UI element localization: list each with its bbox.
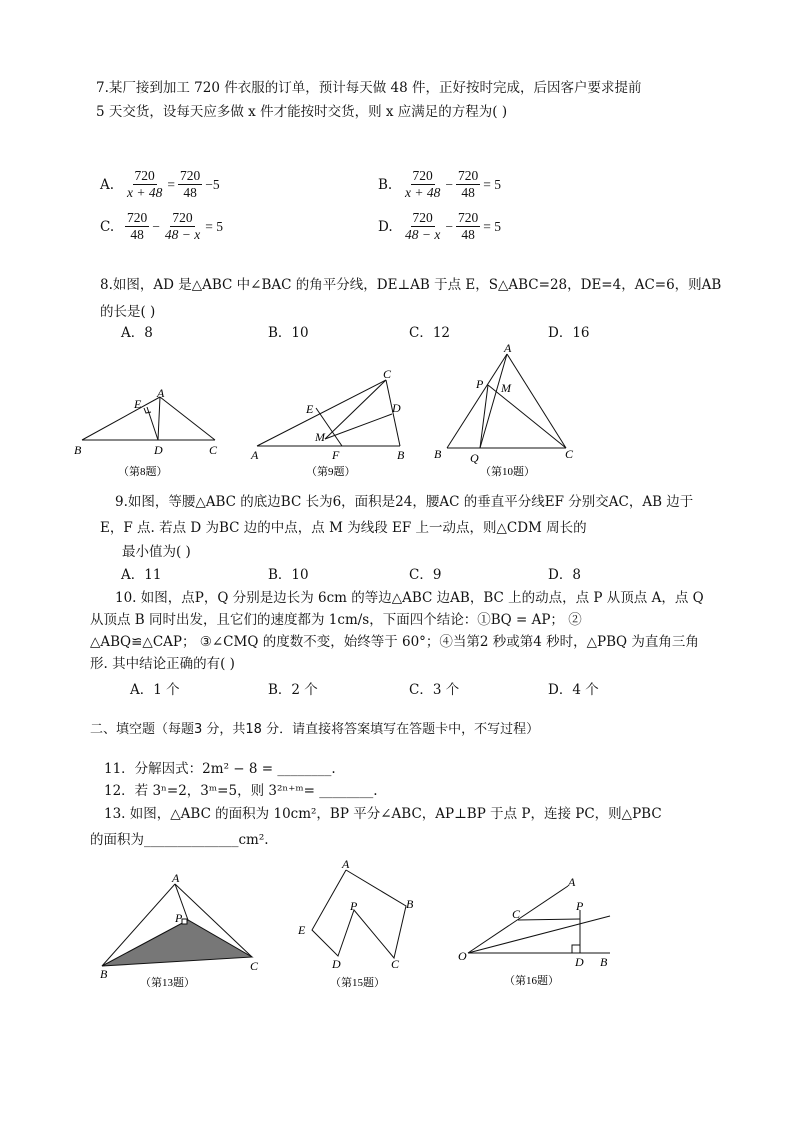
equation-tail: −5 bbox=[205, 176, 220, 192]
equation-tail: = 5 bbox=[483, 176, 501, 192]
fraction-denominator: 48 bbox=[130, 227, 144, 242]
fig8-label-c: C bbox=[209, 443, 218, 457]
q10-choice-b[interactable]: B．2 个 bbox=[268, 682, 318, 698]
q9-line3: 最小值为( ) bbox=[122, 544, 191, 560]
figure-8 bbox=[82, 397, 215, 440]
q7-option-d[interactable] bbox=[378, 210, 501, 243]
fig13-label-p: P bbox=[175, 911, 183, 925]
q9-choice-c[interactable]: C．9 bbox=[409, 567, 442, 583]
equation-tail: = 5 bbox=[483, 218, 501, 234]
q12-text: 12．若 3ⁿ=2，3ᵐ=5，则 3²ⁿ⁺ᵐ= ________. bbox=[104, 783, 378, 799]
fig15-label-d: D bbox=[332, 957, 341, 971]
fraction-numerator: 720 bbox=[172, 210, 193, 225]
fraction-numerator: 720 bbox=[412, 168, 433, 183]
fig10-label-c: C bbox=[565, 447, 574, 461]
fraction-denominator: 48 bbox=[183, 185, 197, 200]
fig15-label-c: C bbox=[391, 957, 400, 971]
q8-line1: 8.如图，AD 是△ABC 中∠BAC 的角平分线，DE⊥AB 于点 E，S△ABC=28，DE=4，AC=6，则AB bbox=[100, 277, 722, 293]
figure-13 bbox=[102, 884, 252, 966]
q8-choice-b[interactable]: B．10 bbox=[268, 325, 309, 341]
fig8-label-d: D bbox=[154, 443, 163, 457]
fraction-denominator: 48 − x bbox=[405, 227, 441, 242]
fig15-caption: （第15题） bbox=[330, 977, 385, 989]
fig9-label-f: F bbox=[332, 448, 340, 462]
fig9-label-a: A bbox=[251, 448, 259, 462]
q10-line3: △ABQ≌△CAP； ③∠CMQ 的度数不变，始终等于 60°；④当第2 秒或第4 秒时，△PBQ 为直角三角 bbox=[90, 634, 699, 650]
fig13-label-c: C bbox=[250, 959, 259, 973]
fig8-caption: （第8题） bbox=[118, 466, 168, 478]
fig16-caption: （第16题） bbox=[504, 975, 559, 987]
q7-option-a[interactable] bbox=[100, 168, 220, 201]
q9-choice-b[interactable]: B．10 bbox=[268, 567, 309, 583]
fig8-label-e: E bbox=[134, 397, 142, 411]
operator: = bbox=[167, 176, 175, 192]
figure-10 bbox=[447, 354, 566, 448]
q9-choice-d[interactable]: D．8 bbox=[548, 567, 581, 583]
operator: − bbox=[445, 176, 453, 192]
fig15-label-e: E bbox=[298, 923, 306, 937]
figures-row-bottom bbox=[90, 856, 630, 996]
q8-choice-d[interactable]: D．16 bbox=[548, 325, 590, 341]
fig13-label-b: B bbox=[100, 967, 108, 981]
fraction-numerator: 720 bbox=[457, 168, 479, 183]
fraction-denominator: 48 bbox=[461, 227, 475, 242]
q8-line2: 的长是( ) bbox=[100, 304, 156, 320]
q9-line1: 9.如图，等腰△ABC 的底边BC 长为6，面积是24，腰AC 的垂直平分线EF 分别交AC，AB 边于 bbox=[115, 494, 694, 510]
fraction-numerator: 720 bbox=[412, 210, 433, 225]
fraction-denominator: x + 48 bbox=[127, 185, 163, 200]
fig13-caption: （第13题） bbox=[140, 977, 195, 989]
fig9-label-e: E bbox=[306, 402, 314, 416]
fig9-caption: （第9题） bbox=[306, 466, 356, 478]
operator: − bbox=[445, 218, 453, 234]
fraction-numerator: 720 bbox=[457, 210, 479, 225]
figure-16 bbox=[468, 886, 610, 953]
fig9-label-d: D bbox=[392, 401, 401, 415]
option-label: C. bbox=[100, 218, 115, 235]
fraction-numerator: 720 bbox=[179, 168, 201, 183]
fig16-label-d: D bbox=[575, 955, 584, 969]
q9-choice-a[interactable]: A．11 bbox=[121, 567, 162, 583]
q10-line2: 从顶点 B 同时出发，且它们的速度都为 1cm/s，下面四个结论：①BQ = AP； ② bbox=[90, 612, 582, 628]
q9-line2: E，F 点. 若点 D 为BC 边的中点，点 M 为线段 EF 上一动点，则△CDM 周长的 bbox=[100, 520, 587, 536]
fig8-label-a: A bbox=[157, 386, 165, 400]
figures-row-top bbox=[70, 342, 710, 482]
fig15-label-p: P bbox=[350, 899, 358, 913]
fraction-denominator: x + 48 bbox=[405, 185, 441, 200]
operator: − bbox=[152, 218, 160, 234]
q8-choice-a[interactable]: A．8 bbox=[121, 325, 153, 341]
fraction-numerator: 720 bbox=[134, 168, 155, 183]
fraction-denominator: 48 bbox=[461, 185, 475, 200]
q7-line1: 7.某厂接到加工 720 件衣服的订单，预计每天做 48 件，正好按时完成，后因客户要求提前 bbox=[96, 80, 642, 96]
fig16-label-a: A bbox=[568, 875, 576, 889]
fig15-label-a: A bbox=[342, 857, 350, 871]
option-label: B. bbox=[378, 176, 393, 193]
figure-9 bbox=[257, 380, 400, 446]
q7-option-b[interactable] bbox=[378, 168, 501, 201]
q13-line2: 的面积为______________cm². bbox=[90, 832, 269, 848]
equation-tail: = 5 bbox=[205, 218, 223, 234]
fig10-label-b: B bbox=[434, 447, 442, 461]
fig16-label-c: C bbox=[512, 907, 521, 921]
q11-text: 11．分解因式：2m² − 8 = ________. bbox=[104, 761, 336, 777]
fig10-label-q: Q bbox=[470, 451, 479, 465]
fig8-label-b: B bbox=[74, 443, 82, 457]
fig13-label-a: A bbox=[172, 871, 180, 885]
fig16-label-o: O bbox=[458, 949, 467, 963]
fig16-label-p: P bbox=[576, 899, 584, 913]
fraction-denominator: 48 − x bbox=[164, 227, 201, 242]
q13-line1: 13. 如图，△ABC 的面积为 10cm²，BP 平分∠ABC，AP⊥BP 于点 P，连接 PC，则△PBC bbox=[104, 806, 662, 822]
fig16-label-b: B bbox=[600, 955, 608, 969]
q7-option-c[interactable] bbox=[100, 210, 223, 243]
q10-choice-a[interactable]: A．1 个 bbox=[130, 682, 180, 698]
q10-line1: 10. 如图，点P，Q 分别是边长为 6cm 的等边△ABC 边AB，BC 上的动点，点 P 从顶点 A，点 Q bbox=[115, 590, 704, 606]
q10-choice-c[interactable]: C．3 个 bbox=[409, 682, 460, 698]
fig10-label-m: M bbox=[501, 381, 511, 395]
fig10-caption: （第10题） bbox=[480, 466, 535, 478]
fig9-label-c: C bbox=[383, 367, 392, 381]
option-label: A. bbox=[100, 176, 115, 193]
q10-line4: 形. 其中结论正确的有( ) bbox=[90, 656, 235, 672]
section-2-heading: 二、填空题（每题3 分，共18 分．请直接将答案填写在答题卡中，不写过程） bbox=[90, 722, 540, 737]
fraction-numerator: 720 bbox=[127, 210, 148, 225]
q7-line2: 5 天交货，设每天应多做 x 件才能按时交货，则 x 应满足的方程为( ) bbox=[96, 104, 508, 120]
fig9-label-m: M bbox=[315, 430, 325, 444]
fig15-label-b: B bbox=[406, 897, 414, 911]
q8-choice-c[interactable]: C．12 bbox=[409, 325, 451, 341]
fig9-label-b: B bbox=[397, 448, 405, 462]
q10-choice-d[interactable]: D．4 个 bbox=[548, 682, 599, 698]
figure-15 bbox=[312, 870, 406, 958]
option-label: D. bbox=[378, 218, 393, 235]
fig10-label-a: A bbox=[504, 342, 512, 355]
fig10-label-p: P bbox=[476, 377, 484, 391]
